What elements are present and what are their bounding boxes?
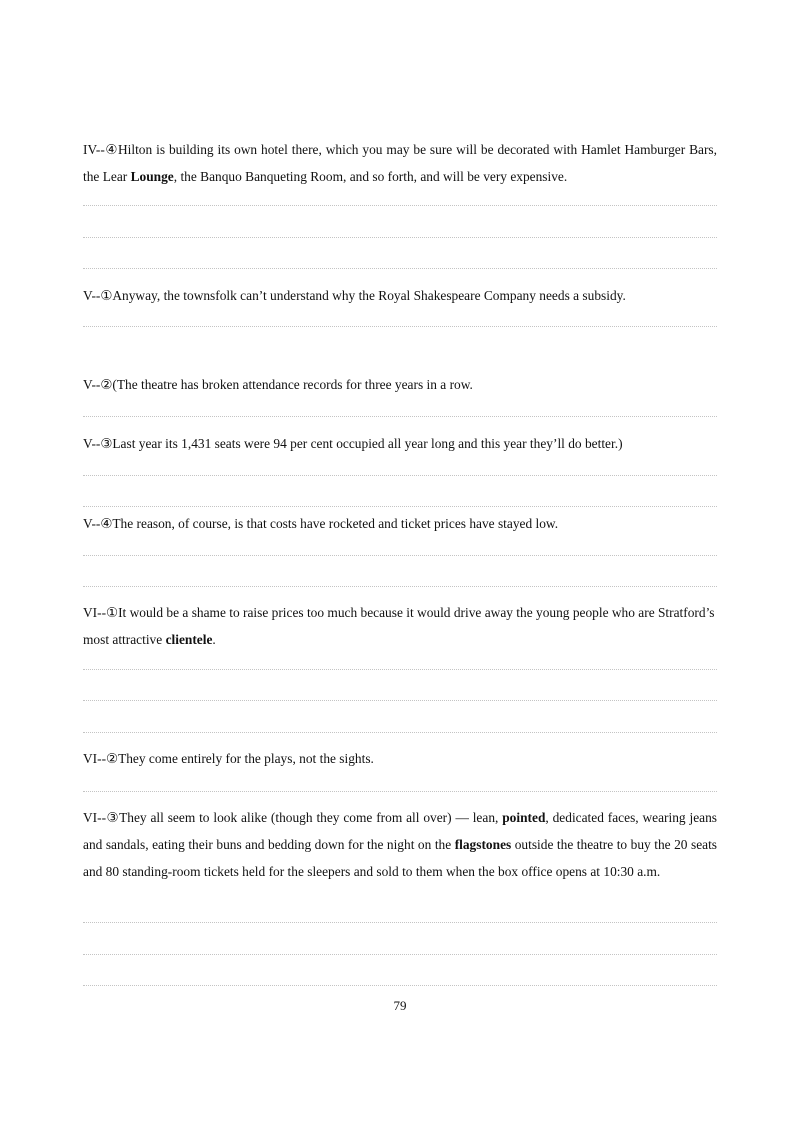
sentence-label: VI--② bbox=[83, 751, 119, 766]
answer-line bbox=[83, 237, 717, 238]
sentence-label: V--① bbox=[83, 288, 113, 303]
sentence-text: , dedicated faces, wearing jeans and sandals, eating their buns and bedding down for the night on the bbox=[83, 810, 717, 852]
paragraph-vi-3 bbox=[83, 804, 717, 885]
answer-line bbox=[83, 555, 717, 556]
answer-line bbox=[83, 205, 717, 206]
answer-line bbox=[83, 985, 717, 986]
page-number: 79 bbox=[393, 998, 407, 1013]
vocab-word: pointed bbox=[502, 810, 546, 825]
paragraph-v-1 bbox=[83, 282, 717, 309]
answer-line bbox=[83, 669, 717, 670]
answer-line bbox=[83, 416, 717, 417]
sentence-text: Hilton is building its own hotel there, which you may be sure will be decorated with Hamlet Hamburger Bars, the Lear bbox=[83, 142, 717, 184]
sentence-text: (The theatre has broken attendance records for three years in a row. bbox=[112, 377, 473, 392]
answer-line bbox=[83, 954, 717, 955]
answer-line bbox=[83, 326, 717, 327]
answer-line bbox=[83, 700, 717, 701]
sentence-label: IV--④ bbox=[83, 142, 118, 157]
sentence-label: V--④ bbox=[83, 516, 113, 531]
sentence-text: They come entirely for the plays, not the sights. bbox=[118, 751, 374, 766]
sentence-text: , the Banquo Banqueting Room, and so forth, and will be very expensive. bbox=[173, 169, 568, 184]
sentence-label: VI--① bbox=[83, 605, 119, 620]
paragraph-v-2 bbox=[83, 371, 717, 398]
answer-line bbox=[83, 791, 717, 792]
answer-line bbox=[83, 922, 717, 923]
answer-line bbox=[83, 732, 717, 733]
answer-line bbox=[83, 475, 717, 476]
sentence-text: It would be a shame to raise prices too much because it would drive away the young people who are Stratford’s most attractive bbox=[83, 605, 715, 647]
vocab-word: flagstones bbox=[454, 837, 512, 852]
sentence-label: V--② bbox=[83, 377, 113, 392]
answer-line bbox=[83, 268, 717, 269]
sentence-text: . bbox=[212, 632, 216, 647]
sentence-text: outside the theatre to buy the 20 seats and 80 standing-room tickets held for the sleepers and sold to them when the box office opens at 10:30 a.m. bbox=[83, 837, 718, 879]
paragraph-v-4 bbox=[83, 510, 717, 537]
sentence-text: Last year its 1,431 seats were 94 per cent occupied all year long and this year they’ll do better.) bbox=[112, 436, 623, 451]
vocab-word: Lounge bbox=[130, 169, 174, 184]
sentence-label: V--③ bbox=[83, 436, 113, 451]
paragraph-vi-2 bbox=[83, 745, 717, 772]
sentence-text: Anyway, the townsfolk can’t understand why the Royal Shakespeare Company needs a subsidy. bbox=[112, 288, 626, 303]
answer-line bbox=[83, 586, 717, 587]
answer-line bbox=[83, 506, 717, 507]
paragraph-vi-1 bbox=[83, 599, 717, 653]
paragraph-v-3 bbox=[83, 430, 717, 457]
sentence-text: The reason, of course, is that costs have rocketed and ticket prices have stayed low. bbox=[112, 516, 559, 531]
vocab-word: clientele bbox=[165, 632, 213, 647]
sentence-label: VI--③ bbox=[83, 810, 120, 825]
sentence-text: They all seem to look alike (though they come from all over) — lean, bbox=[119, 810, 503, 825]
paragraph-iv-4 bbox=[83, 136, 717, 190]
